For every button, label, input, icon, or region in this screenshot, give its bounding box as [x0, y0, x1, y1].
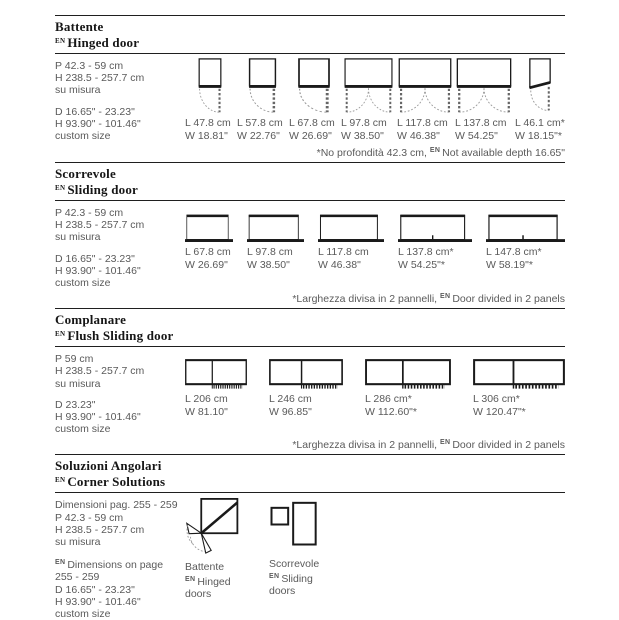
sliding-door-icon [185, 213, 233, 243]
length-value: L 246 cm [269, 393, 312, 406]
en-superscript: EN [440, 293, 451, 301]
section-title-it: Complanare [55, 312, 127, 328]
hinged-single-door-icon [185, 58, 235, 114]
caption-tail: doors [269, 585, 296, 598]
width-value: W 46.38" [318, 259, 361, 271]
section-title-en: Hinged door [67, 35, 140, 50]
section-title-en-line [55, 327, 565, 343]
figures-row [185, 347, 565, 435]
footnote-en: Door divided in 2 panels [452, 293, 565, 306]
width-value: W 112.60"* [365, 406, 417, 419]
figure-column [237, 58, 287, 143]
dim-line: custom size [55, 608, 111, 620]
figure-label [289, 117, 339, 143]
dim-line: custom size [55, 130, 111, 143]
section-title-en-line [55, 473, 565, 489]
dim-line: D 16.65" - 23.23" [55, 105, 135, 118]
figure-label [185, 117, 235, 143]
en-superscript: EN [55, 184, 66, 192]
figure-column [318, 213, 384, 289]
dim-line: H 238.5 - 257.7 cm [55, 365, 145, 378]
caption-en: Hinged [197, 575, 231, 588]
figure-column [365, 359, 451, 435]
dim-line: Dimensioni pag. 255 - 259 [55, 499, 178, 512]
dim-line: P 59 cm [55, 353, 94, 366]
figure-caption [185, 561, 251, 601]
width-value: W 38.50" [247, 259, 290, 271]
figure-column [398, 213, 472, 289]
length-value: L 67.8 cm [185, 246, 231, 258]
width-value: W 54.25" [455, 130, 498, 142]
width-value: W 38.50" [341, 130, 384, 142]
hinged-double-door-icon [455, 58, 513, 114]
section-hinged-door [55, 15, 565, 162]
figure-column [397, 58, 453, 143]
dim-line: H 93.90" - 101.46" [55, 411, 141, 424]
section-heading-sliding [55, 163, 565, 201]
figure-label [398, 246, 472, 272]
figure-column [515, 58, 565, 143]
figure-label [397, 117, 453, 143]
dim-line: H 238.5 - 257.7 cm [55, 219, 145, 232]
dim-line: P 42.3 - 59 cm [55, 511, 124, 524]
en-superscript: EN [440, 439, 451, 447]
section-title-en: Flush Sliding door [67, 328, 174, 344]
dim-line: custom size [55, 423, 111, 436]
figure-caption [269, 558, 339, 598]
width-value: W 58.19"* [486, 259, 533, 271]
figure-column [185, 213, 233, 289]
figure-label [365, 393, 451, 419]
dim-line: H 93.90" - 101.46" [55, 117, 141, 130]
length-value: L 47.8 cm [185, 117, 231, 129]
dim-line: H 93.90" - 101.46" [55, 264, 141, 277]
figure-column [473, 359, 565, 435]
figure-column [185, 497, 251, 620]
figure-label [269, 393, 343, 419]
section-heading-hinged [55, 16, 565, 54]
caption-en-line [185, 574, 251, 589]
length-value: L 117.8 cm [397, 117, 448, 129]
dim-line: 255 - 259 [55, 571, 100, 584]
section-title-it: Scorrevole [55, 166, 116, 181]
dim-line: H 93.90" - 101.46" [55, 595, 141, 608]
dimensions-column [55, 493, 185, 620]
width-value: W 26.69" [289, 130, 332, 142]
figure-column [247, 213, 304, 289]
flush-sliding-door-icon [269, 359, 343, 390]
figure-label [486, 246, 565, 272]
en-superscript: EN [55, 559, 66, 567]
length-value: L 97.8 cm [247, 246, 293, 258]
dim-line: D 16.65" - 23.23" [55, 252, 135, 265]
section-flush-sliding-door [55, 308, 565, 454]
en-superscript: EN [55, 476, 66, 485]
corner-sliding-doors-icon [269, 497, 339, 552]
flush-sliding-door-icon [185, 359, 247, 390]
dim-line: Dimensions on page [67, 559, 164, 572]
section-sliding-door [55, 162, 565, 308]
section-title-it: Battente [55, 19, 104, 34]
dim-line: su misura [55, 231, 101, 244]
length-value: L 306 cm* [473, 393, 520, 406]
hinged-double-door-icon [397, 58, 453, 114]
figure-label [185, 246, 233, 272]
flush-sliding-door-icon [473, 359, 565, 390]
sliding-door-split-icon [398, 213, 472, 243]
footnote-en: Not available depth 16.65" [442, 147, 565, 159]
length-value: L 286 cm* [365, 393, 412, 406]
length-value: L 67.8 cm [289, 117, 335, 129]
length-value: L 206 cm [185, 393, 228, 406]
section-heading-flush [55, 309, 565, 347]
width-value: W 81.10" [185, 406, 228, 419]
figure-label [237, 117, 287, 143]
figure-label [473, 393, 565, 419]
width-value: W 26.69" [185, 259, 228, 271]
width-value: W 96.85" [269, 406, 312, 419]
dim-line: H 238.5 - 257.7 cm [55, 523, 145, 536]
width-value: W 22.76" [237, 130, 280, 142]
figure-column [455, 58, 513, 143]
sliding-door-icon [318, 213, 384, 243]
figure-column [269, 359, 343, 435]
en-superscript: EN [55, 37, 66, 45]
dim-line: su misura [55, 377, 101, 390]
footnote-sliding [55, 289, 565, 308]
figure-column [341, 58, 395, 143]
width-value: W 46.38" [397, 130, 440, 142]
en-superscript: EN [269, 572, 280, 580]
hinged-angled-door-icon [515, 58, 565, 114]
footnote-it: *No profondità 42.3 cm, [316, 147, 427, 159]
dimensions-column [55, 201, 185, 289]
figure-label [341, 117, 395, 143]
width-value: W 18.15"* [515, 130, 562, 142]
sliding-door-split-icon [486, 213, 565, 243]
caption-tail: doors [185, 588, 212, 601]
figure-column [269, 497, 339, 620]
dim-line: D 16.65" - 23.23" [55, 583, 135, 596]
width-value: W 120.47"* [473, 406, 526, 419]
caption-it: Battente [185, 561, 225, 574]
section-title-en: Sliding door [67, 182, 139, 197]
figure-column [289, 58, 339, 143]
figures-row [185, 201, 565, 289]
footnote-it: *Larghezza divisa in 2 pannelli, [292, 439, 438, 452]
caption-en-line [269, 571, 339, 586]
en-superscript: EN [55, 330, 66, 339]
dim-line: custom size [55, 277, 111, 290]
length-value: L 117.8 cm [318, 246, 369, 258]
width-value: W 18.81" [185, 130, 228, 142]
section-title-it: Soluzioni Angolari [55, 458, 162, 474]
dim-line: P 42.3 - 59 cm [55, 207, 124, 219]
sliding-door-icon [247, 213, 304, 243]
footnote-en: Door divided in 2 panels [452, 439, 565, 452]
footnote-hinged [55, 143, 565, 162]
hinged-double-door-icon [341, 58, 395, 114]
dimensions-column [55, 347, 185, 435]
flush-sliding-door-icon [365, 359, 451, 390]
figure-label [318, 246, 384, 272]
section-heading-corner [55, 455, 565, 493]
dim-line: D 23.23" [55, 398, 96, 411]
figure-label [515, 117, 565, 143]
figure-column [185, 58, 235, 143]
section-title-en-line [55, 181, 565, 197]
length-value: L 137.8 cm [455, 117, 507, 129]
width-value: W 54.25"* [398, 259, 445, 271]
length-value: L 46.1 cm* [515, 117, 565, 129]
length-value: L 57.8 cm [237, 117, 283, 129]
section-title-en-line [55, 34, 565, 50]
figure-column [486, 213, 565, 289]
dim-line: su misura [55, 536, 101, 549]
dim-line-en [55, 557, 185, 571]
section-title-en: Corner Solutions [67, 474, 166, 490]
figure-label [247, 246, 304, 272]
footnote-it: *Larghezza divisa in 2 pannelli, [292, 293, 438, 306]
length-value: L 97.8 cm [341, 117, 387, 129]
hinged-single-door-icon [237, 58, 287, 114]
figure-column [185, 359, 247, 435]
dim-line: P 42.3 - 59 cm [55, 60, 124, 72]
en-superscript: EN [185, 575, 196, 583]
length-value: L 137.8 cm* [398, 246, 454, 258]
en-superscript: EN [429, 147, 441, 154]
section-corner-solutions [55, 454, 565, 620]
hinged-single-door-icon [289, 58, 339, 114]
figures-row [185, 493, 565, 620]
caption-it: Scorrevole [269, 558, 320, 571]
caption-en: Sliding [281, 572, 313, 585]
figures-row [185, 54, 565, 143]
length-value: L 147.8 cm* [486, 246, 542, 258]
figure-label [455, 117, 513, 143]
dim-line: su misura [55, 84, 101, 97]
figure-label [185, 393, 247, 419]
dimensions-column [55, 54, 185, 143]
corner-hinged-doors-icon [185, 497, 251, 555]
footnote-flush [55, 435, 565, 454]
dim-line: H 238.5 - 257.7 cm [55, 72, 145, 85]
